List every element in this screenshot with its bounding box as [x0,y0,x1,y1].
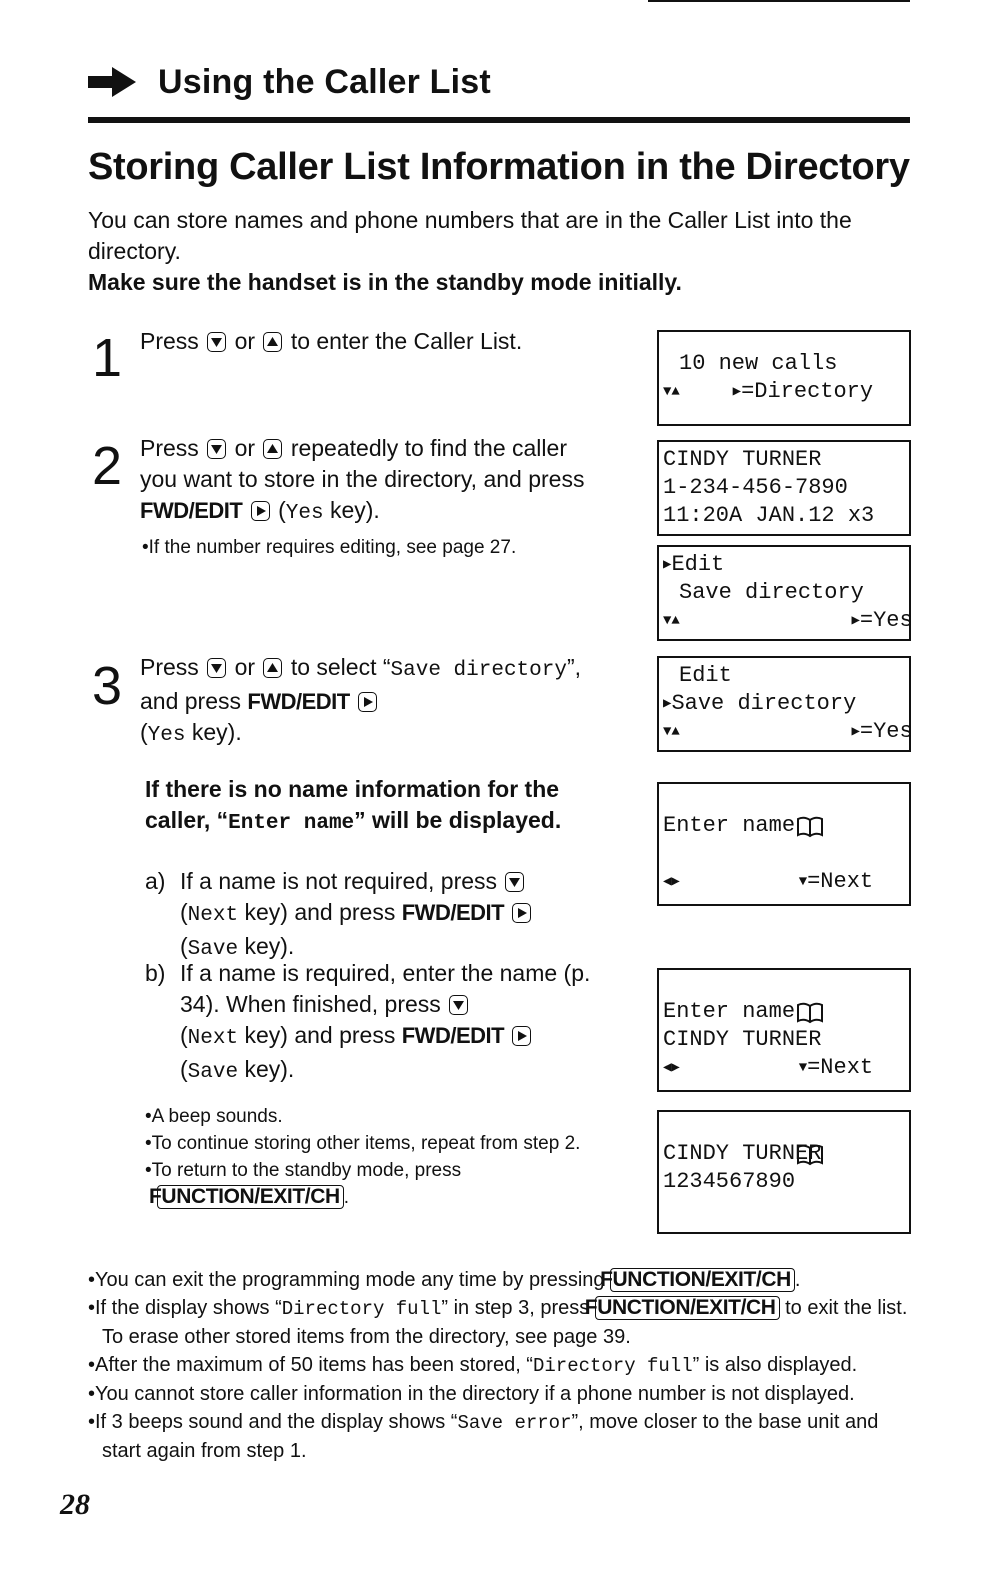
arrow-right-icon [88,67,136,97]
step-3-or: or [234,654,256,680]
lcd-display-2 [657,440,911,536]
item-a-label: a) [145,868,166,894]
enter-name-label: Enter name [228,812,355,835]
lcd-display-1 [657,330,911,426]
lcd-text: =Yes [859,608,913,633]
down-key-icon [207,332,226,352]
next-key-label: Next [187,904,239,927]
lcd-line: 11:20A JAN.12 x3 [663,503,875,528]
step-1-text [140,326,610,357]
function-exit-ch-key: FUNCTION/EXIT/CH [157,1185,344,1209]
lcd-display-7 [657,1110,911,1234]
lcd-text: =Directory [741,379,874,404]
function-exit-ch-key: FUNCTION/EXIT/CH [595,1296,780,1320]
header-rule [88,117,910,123]
up-key-icon [263,332,282,352]
lcd-line [659,690,909,718]
right-key-icon [358,692,377,712]
next-key-label: Next [187,1027,239,1050]
lcd-line [659,718,913,746]
bottom-note-2 [88,1294,918,1351]
bottom-note-1: •You can exit the programming mode any time by pressing FUNCTION/EXIT/CH . [88,1268,801,1291]
lcd-line [659,1112,909,1140]
note-return [145,1157,605,1211]
left-right-arrows-icon: ◀▶ [663,874,680,890]
right-arrow-icon: ▶ [851,724,860,740]
lcd-line: 10 new calls [679,351,838,376]
lcd-line: Edit [679,663,732,688]
yes-key-label: Yes [147,724,186,747]
lcd-line [659,970,909,998]
note-text: ”, move closer to the base unit and start again from step 1. [102,1411,879,1462]
lcd-line: Enter name [663,999,796,1024]
item-b-3: key). [244,1056,295,1082]
lcd-display-6 [657,968,911,1092]
fwd-edit-label: FWD/EDIT [401,900,505,925]
no-name-heading [145,774,615,839]
lcd-line: CINDY TURNER [663,1141,822,1166]
key-close: key). [329,497,380,523]
fwd-edit-label: FWD/EDIT [140,498,243,523]
item-a-2: key) and press [244,899,396,925]
bottom-notes [88,1266,918,1465]
no-name-h1: If there is no name information for the caller, “ [145,776,560,833]
right-key-icon [512,903,531,923]
item-b-2: key) and press [244,1022,396,1048]
step-1-rest: to enter the Caller List. [290,328,523,354]
save-error-label: Save error [457,1412,572,1434]
save-directory-label: Save directory [390,659,567,682]
intro-bold: Make sure the handset is in the standby mode initially. [88,269,682,295]
lcd-line [659,607,913,635]
fwd-edit-label: FWD/EDIT [401,1023,505,1048]
note-text: •After the maximum of 50 items has been stored, “ [88,1354,533,1376]
step-2-text [140,433,610,529]
right-arrow-icon: ▶ [851,613,860,629]
page-number: 28 [60,1488,90,1521]
lcd-line: Enter name [663,813,796,838]
item-b-1: If a name is required, enter the name (p. 34). When finished, press [180,960,591,1017]
step-1-number: 1 [92,328,123,388]
step-2-or: or [234,435,256,461]
save-key-label: Save [187,1061,239,1084]
up-key-icon [263,658,282,678]
bottom-note-5 [88,1408,918,1465]
top-rule [648,0,910,2]
lcd-text: =Next [807,1055,874,1080]
section-title: Using the Caller List [158,62,491,101]
right-key-icon [251,501,270,521]
item-a-1: If a name is not required, press [180,868,498,894]
down-arrow-icon: ▼ [798,1060,808,1076]
down-key-icon [207,439,226,459]
lcd-text: Save directory [671,691,857,716]
book-icon [796,1002,824,1024]
right-key-icon [512,1026,531,1046]
item-a-text: If a name is not required, press (Next key) and press FWD/EDIT (Save key). [180,866,620,965]
key-close: key). [191,719,242,745]
after-notes [145,1103,605,1211]
lcd-display-3 [657,545,911,641]
lcd-text: =Next [807,869,874,894]
down-key-icon [449,995,468,1015]
lcd-line [659,784,909,812]
note-continue: •To continue storing other items, repeat from step 2. [145,1133,581,1154]
lcd-line: Save directory [679,580,864,605]
step-1-or: or [234,328,256,354]
up-key-icon [263,439,282,459]
cursor-arrow-icon: ▶ [663,557,672,573]
lcd-text: =Yes [859,719,913,744]
note-text: to exit the list. To erase other stored items from the directory, see page 39. [102,1297,908,1348]
lcd-line [659,868,909,896]
step-3-press: Press [140,654,199,680]
lcd-line [659,551,909,579]
step-2-number: 2 [92,436,123,496]
lcd-line: 1-234-456-7890 [663,475,848,500]
directory-full-label: Directory full [281,1298,442,1320]
note-beep: •A beep sounds. [145,1106,283,1127]
lcd-line [659,1054,909,1082]
cursor-arrow-icon: ▶ [663,696,672,712]
lcd-display-4 [657,656,911,752]
lcd-display-5 [657,782,911,906]
directory-full-label: Directory full [532,1355,693,1377]
note-text: ” in step 3, press [441,1297,590,1319]
step-3-select: to select “ [290,654,391,680]
lcd-line: CINDY TURNER [663,1027,822,1052]
function-exit-ch-key: FUNCTION/EXIT/CH [610,1268,795,1292]
book-icon [796,816,824,838]
down-up-arrows-icon: ▼▲ [663,613,680,629]
item-b-label: b) [145,960,166,986]
lcd-text: Edit [671,552,725,577]
bottom-note-3 [88,1351,918,1380]
no-name-h2: ” will be displayed. [354,807,562,833]
step-3-and-press: ”, and press [140,654,582,714]
step-2-note: •If the number requires editing, see page 27. [142,537,517,558]
dot: . [343,1187,350,1208]
step-3-number: 3 [92,656,123,716]
down-up-arrows-icon: ▼▲ [663,724,680,740]
down-up-arrows-icon: ▼▲ [663,384,680,400]
item-b-text: If a name is required, enter the name (p. 34). When finished, press (Next key) and press FWD/EDIT (Save key). [180,960,591,1084]
note-text: •You can exit the programming mode any time by pressing [88,1269,605,1291]
left-right-arrows-icon: ◀▶ [663,1060,680,1076]
section-header [88,62,491,102]
yes-key-label: Yes [285,502,324,525]
save-key-label: Save [187,938,239,961]
step-1-press: Press [140,328,199,354]
lcd-line: CINDY TURNER [663,447,822,472]
step-2-press: Press [140,435,199,461]
step-3-text: Press or to select “Save directory”, and press FWD/EDIT (Yes key). [140,654,582,747]
page-title: Storing Caller List Information in the Directory [88,146,910,188]
bottom-note-4: •You cannot store caller information in the directory if a phone number is not displayed. [88,1383,855,1405]
lcd-line [659,378,909,406]
intro-text: You can store names and phone numbers that are in the Caller List into the directory. [88,207,852,264]
note-return-text: •To return to the standby mode, press [145,1160,462,1181]
down-key-icon [207,658,226,678]
item-a-3: key). [244,933,295,959]
paren: ( [278,497,286,523]
note-text: •If the display shows “ [88,1297,282,1319]
down-arrow-icon: ▼ [798,874,808,890]
lcd-line: 1234567890 [663,1169,796,1194]
right-arrow-icon: ▶ [732,384,742,400]
down-key-icon [505,872,524,892]
fwd-edit-label: FWD/EDIT [247,689,350,714]
step-2-rest: repeatedly to find the caller you want to store in the directory, and press [140,435,585,492]
intro [88,205,908,298]
note-text: ” is also displayed. [692,1354,858,1376]
note-text: •If 3 beeps sound and the display shows “ [88,1411,458,1433]
